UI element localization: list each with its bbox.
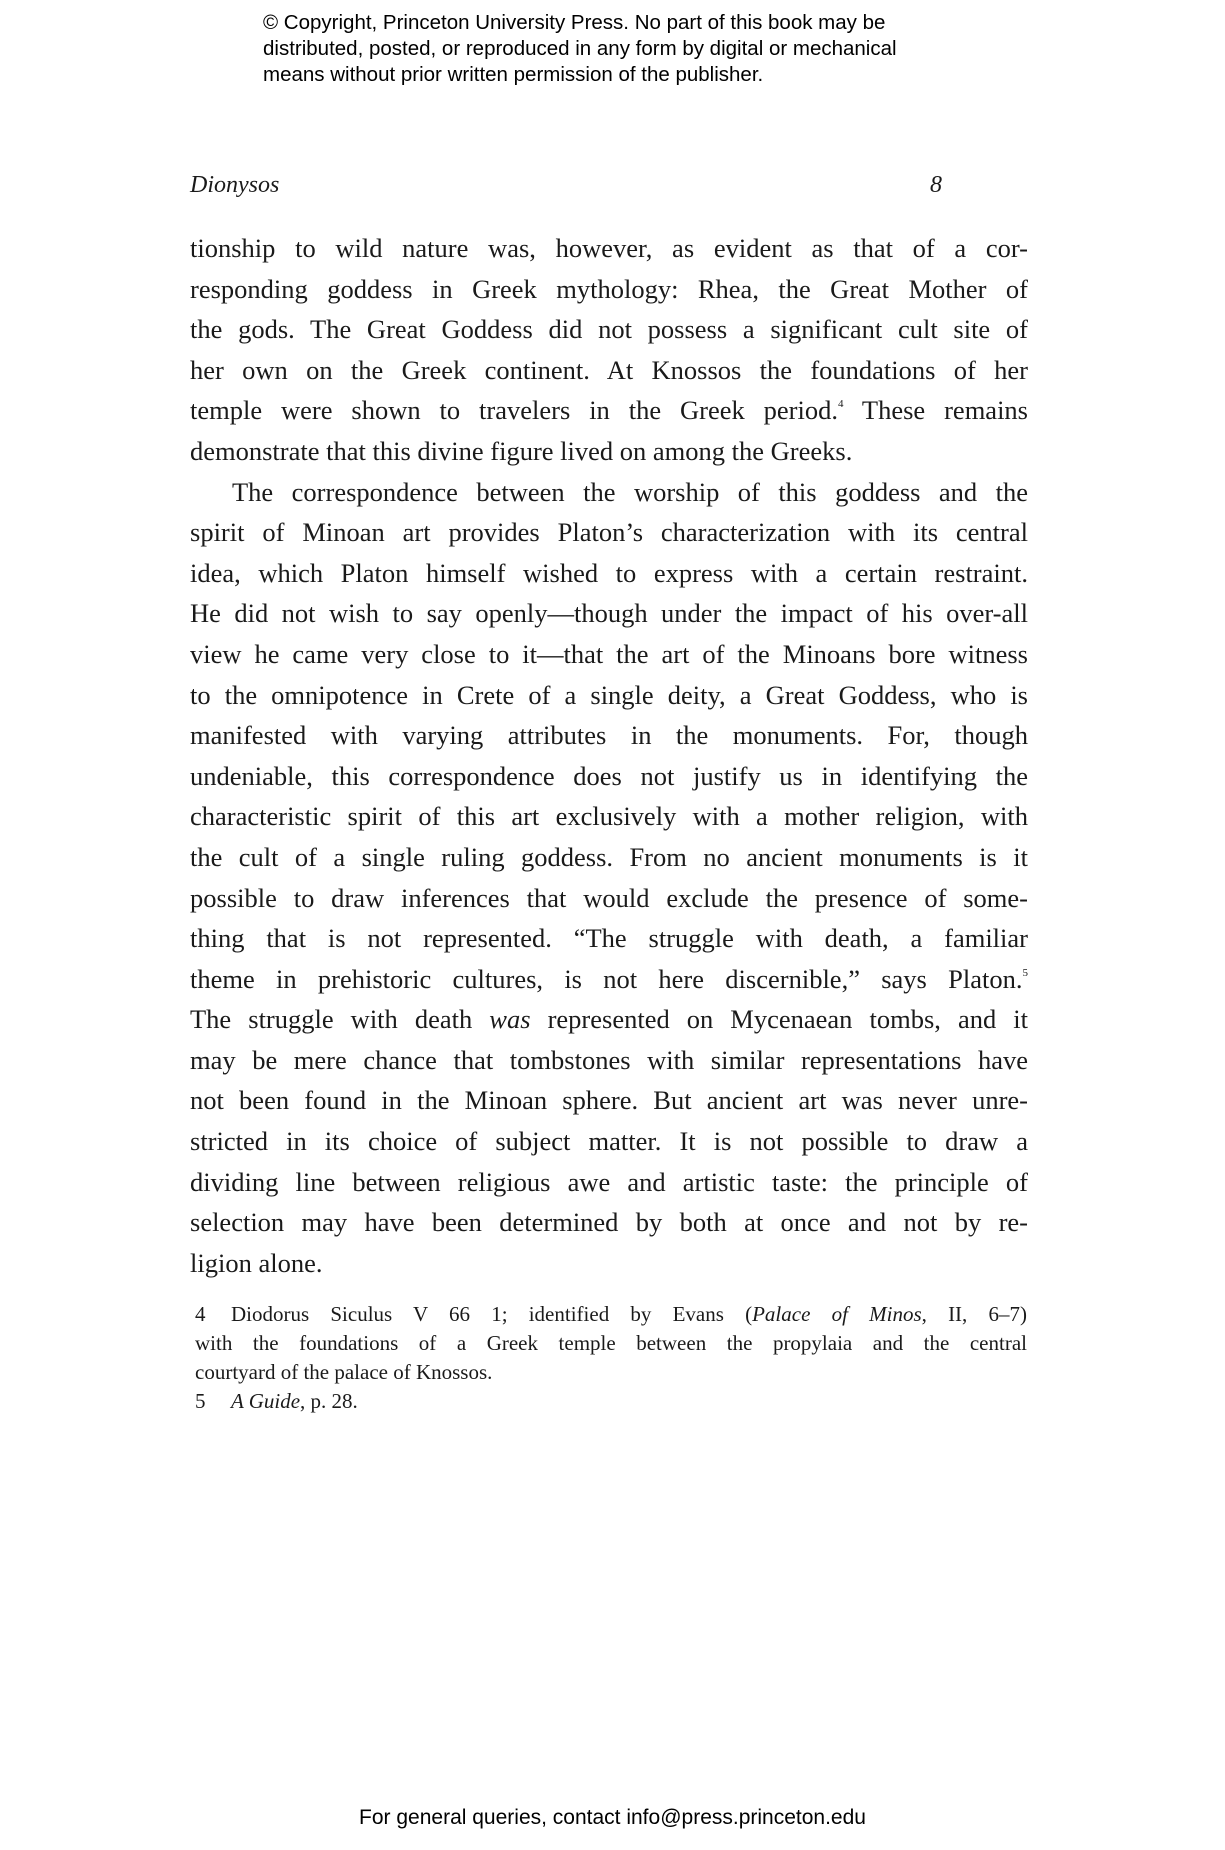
text-segment: These remains <box>843 395 1028 426</box>
work-title: Palace of Minos <box>752 1302 922 1326</box>
text-line: may be mere chance that tombstones with similar representations have <box>190 1044 1028 1075</box>
footnote-line: with the foundations of a Greek temple between the propylaia and the central <box>195 1331 1027 1355</box>
text-line: spirit of Minoan art provides Platon’s characterization with its central <box>190 517 1028 548</box>
text-line: her own on the Greek continent. At Knossos the foundations of her <box>190 354 1028 385</box>
text-line: The correspondence between the worship of this goddess and the <box>232 476 1028 507</box>
page-number: 8 <box>930 172 942 198</box>
text-line: to the omnipotence in Crete of a single deity, a Great Goddess, who is <box>190 679 1028 710</box>
text-line: responding goddess in Greek mythology: Rhea, the Great Mother of <box>190 273 1028 304</box>
text-line: the gods. The Great Goddess did not possess a significant cult site of <box>190 314 1028 345</box>
paragraph-2 <box>190 472 1028 1284</box>
footer-contact: For general queries, contact info@press.princeton.edu <box>359 1806 866 1829</box>
copyright-notice <box>263 10 983 88</box>
text-segment: temple were shown to travelers in the Greek period. <box>190 395 838 426</box>
text-line: view he came very close to it—that the art of the Minoans bore witness <box>190 638 1028 669</box>
footnote-4 <box>195 1300 1027 1387</box>
footnote-ref-4[interactable]: 4 <box>837 398 844 411</box>
copyright-line: © Copyright, Princeton University Press. No part of this book may be <box>263 11 886 34</box>
footnote-5 <box>195 1387 1027 1416</box>
footnote-number: 5 <box>195 1389 206 1413</box>
running-title: Dionysos <box>190 172 280 198</box>
text-segment: , p. 28. <box>300 1389 358 1413</box>
text-line: thing that is not represented. “The struggle with death, a familiar <box>190 923 1028 954</box>
work-title: A Guide <box>231 1389 301 1413</box>
text-segment: represented on Mycenaean tombs, and it <box>530 1004 1028 1035</box>
footnotes <box>195 1300 1027 1416</box>
copyright-line: means without prior written permission of the publisher. <box>263 63 764 86</box>
text-line <box>190 959 1028 1000</box>
footnote-line <box>195 1387 1027 1416</box>
text-segment: Diodorus Siculus V 66 1; identified by Evans ( <box>231 1302 753 1326</box>
text-line: manifested with varying attributes in the monuments. For, though <box>190 720 1028 751</box>
text-segment: theme in prehistoric cultures, is not here discernible,” says Platon. <box>190 963 1023 994</box>
text-line: not been found in the Minoan sphere. But ancient art was never unre- <box>190 1085 1028 1116</box>
footnote-ref-5[interactable]: 5 <box>1022 966 1028 979</box>
text-line: possible to draw inferences that would exclude the presence of some- <box>190 882 1028 913</box>
text-line: tionship to wild nature was, however, as evident as that of a cor- <box>190 233 1028 263</box>
text-line: stricted in its choice of subject matter. It is not possible to draw a <box>190 1126 1028 1157</box>
copyright-line: distributed, posted, or reproduced in any form by digital or mechanical <box>263 37 897 60</box>
text-line: characteristic spirit of this art exclusively with a mother religion, with <box>190 801 1028 832</box>
footnote-number: 4 <box>195 1302 206 1326</box>
text-line: demonstrate that this divine figure lived on among the Greeks. <box>190 435 853 466</box>
text-line: the cult of a single ruling goddess. From no ancient monuments is it <box>190 841 1028 872</box>
running-head <box>190 172 942 199</box>
paragraph-1 <box>190 228 1028 472</box>
text-line: undeniable, this correspondence does not justify us in identifying the <box>190 760 1028 791</box>
text-line: idea, which Platon himself wished to express with a certain restraint. <box>190 557 1028 588</box>
body-text <box>190 228 1028 1283</box>
text-line: ligion alone. <box>190 1247 323 1278</box>
footnote-line: courtyard of the palace of Knossos. <box>195 1360 493 1384</box>
text-line: selection may have been determined by both at once and not by re- <box>190 1207 1028 1238</box>
footnote-line <box>195 1300 1027 1329</box>
emphasis: was <box>489 1004 531 1035</box>
text-segment: , II, 6–7) <box>921 1302 1027 1326</box>
text-line <box>190 390 1028 431</box>
text-line: He did not wish to say openly—though under the impact of his over-all <box>190 598 1028 629</box>
text-line: dividing line between religious awe and artistic taste: the principle of <box>190 1166 1028 1197</box>
text-line <box>190 999 1028 1040</box>
text-segment: The struggle with death <box>190 1004 490 1035</box>
